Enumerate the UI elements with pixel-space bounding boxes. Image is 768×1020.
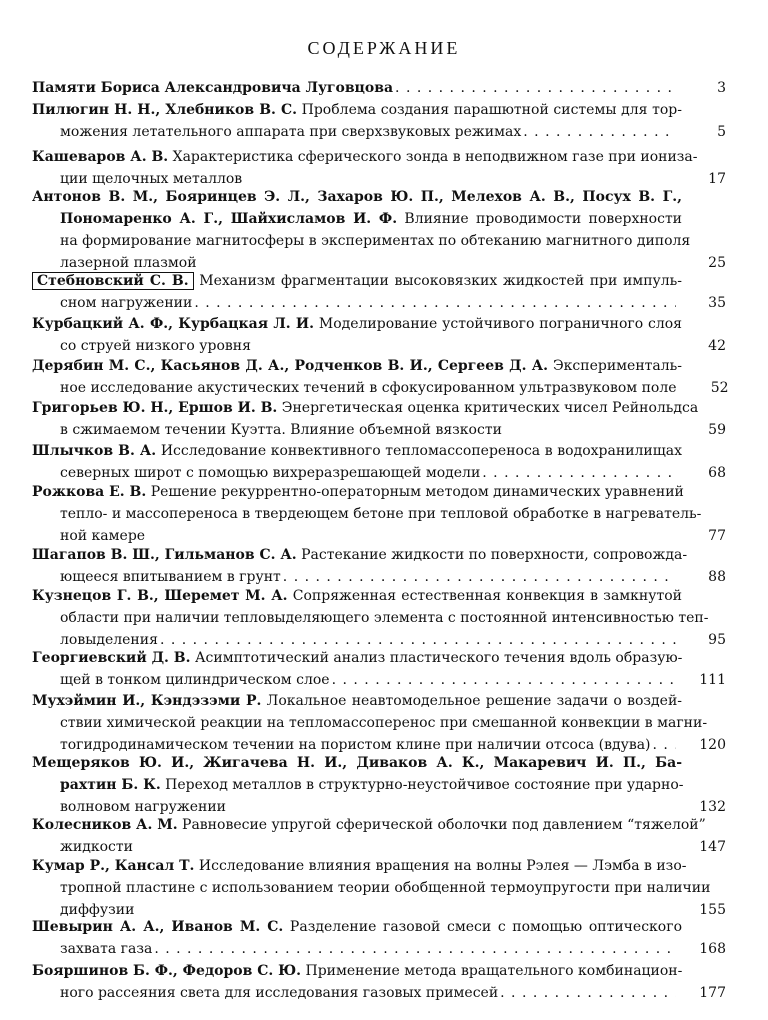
- entry-title: Исследование влияния вращения на волны Рэлея — Лэмба в изо-: [198, 858, 687, 874]
- entry-title: Асимптотический анализ пластического течения вдоль образую-: [194, 650, 683, 666]
- entry-title-cont: на формирование магнитосферы в экспериментах по обтеканию магнитного диполя: [60, 233, 691, 249]
- toc-entry: [32, 960, 726, 1004]
- toc-entry: [32, 146, 726, 190]
- entry-authors: Шлычков В. А.: [32, 443, 157, 459]
- entry-title-cont: северных широт с помощью вихреразрешающей модели: [60, 465, 481, 481]
- entry-title-cont: тепло- и массопереноса в твердеющем бетоне при тепловой обработке в нагреватель-: [60, 506, 702, 522]
- entry-page: 88: [708, 569, 726, 585]
- entry-page: 68: [708, 465, 726, 481]
- leader-dots: [194, 292, 676, 314]
- entry-authors: Кашеваров А. В.: [32, 149, 169, 165]
- entry-page: 5: [717, 124, 726, 140]
- entry-title-cont: тропной пластине с использованием теории обобщенной термоупругости при наличии: [60, 880, 711, 896]
- entry-page: 3: [717, 80, 726, 96]
- entry-title: Исследование конвективного тепломассопереноса в водохранилищах: [160, 443, 683, 459]
- entry-authors-cont: рахтин Б. К.: [60, 777, 161, 793]
- entry-title-cont: ного рассеяния света для исследования газовых примесей: [60, 985, 499, 1001]
- entry-page: 35: [708, 295, 726, 311]
- entry-title-cont: волновом нагружении: [60, 799, 226, 815]
- entry-authors: Бояршинов Б. Ф., Федоров С. Ю.: [32, 963, 302, 979]
- entry-title-cont: области при наличии тепловыделяющего элемента с постоянной интенсивностью теп-: [60, 610, 709, 626]
- entry-page: 177: [699, 985, 726, 1001]
- entry-title-cont: захвата газа: [60, 941, 153, 957]
- entry-title: Разделение газовой смеси с помощью оптического: [289, 919, 682, 935]
- entry-authors: Пилюгин Н. Н., Хлебников В. С.: [32, 102, 297, 118]
- toc-entry: [32, 99, 726, 143]
- entry-authors: Кузнецов Г. В., Шеремет М. А.: [32, 588, 288, 604]
- entry-page: 168: [699, 941, 726, 957]
- toc-entry: [32, 544, 726, 588]
- entry-title: Сопряженная естественная конвекция в замкнутой: [292, 588, 683, 604]
- leader-dots: [523, 121, 676, 143]
- entry-page: 155: [699, 902, 726, 918]
- entry-title-cont: ловыделения: [60, 632, 158, 648]
- entry-title: Решение рекуррентно-операторным методом динамических уравнений: [150, 484, 684, 500]
- toc-entry: [32, 916, 726, 960]
- toc-entry: [32, 355, 729, 399]
- entry-page: 147: [699, 839, 726, 855]
- entry-page: 77: [708, 528, 726, 544]
- entry-authors: Шагапов В. Ш., Гильманов С. А.: [32, 547, 297, 563]
- entry-authors: Антонов В. М., Бояринцев Э. Л., Захаров Ю. П., Мелехов А. В., Посух В. Г.,: [32, 189, 682, 205]
- entry-authors: Курбацкий А. Ф., Курбацкая Л. И.: [32, 316, 314, 332]
- entry-title-cont: ствии химической реакции на тепломассоперенос при смешанной конвекции в магни-: [60, 715, 708, 731]
- entry-page: 25: [708, 255, 726, 271]
- entry-title: Моделирование устойчивого пограничного слоя: [318, 316, 682, 332]
- toc-entry: [32, 585, 726, 651]
- entry-authors: Мещеряков Ю. И., Жигачева Н. И., Диваков А. К., Макаревич И. П., Ба-: [32, 755, 682, 771]
- entry-authors: Дерябин М. С., Касьянов Д. А., Родченков В. И., Сергеев Д. А.: [32, 358, 549, 374]
- leader-dots: [332, 669, 676, 691]
- entry-title: Переход металлов в структурно-неустойчивое состояние при ударно-: [165, 777, 684, 793]
- entry-page: 111: [699, 672, 726, 688]
- toc-entry: [32, 397, 726, 441]
- leader-dots: [395, 77, 676, 99]
- toc-entry: [32, 77, 726, 99]
- entry-page: 17: [708, 171, 726, 187]
- entry-title: Влияние проводимости поверхности: [404, 211, 683, 227]
- entry-authors: Колесников А. М.: [32, 817, 178, 833]
- toc-entry: [32, 186, 726, 274]
- toc-entry: [32, 752, 726, 818]
- entry-title-cont: ной камере: [60, 528, 146, 544]
- toc-entry: [32, 814, 726, 858]
- entry-title: Эксперименталь-: [552, 358, 683, 374]
- entry-authors: Георгиевский Д. В.: [32, 650, 191, 666]
- entry-title-cont: со струей низкого уровня: [60, 338, 251, 354]
- entry-authors: Мухэймин И., Кэндэзэми Р.: [32, 693, 262, 709]
- leader-dots: [500, 982, 676, 1004]
- entry-title-cont: ное исследование акустических течений в сфокусированном ультразвуковом поле: [60, 380, 677, 396]
- toc-entry: [32, 313, 726, 357]
- toc-entry: [32, 647, 726, 691]
- entry-title: Характеристика сферического зонда в неподвижном газе при иониза-: [172, 149, 698, 165]
- entry-page: 42: [708, 338, 726, 354]
- entry-page: 120: [699, 737, 726, 753]
- toc-heading: СОДЕРЖАНИЕ: [307, 38, 461, 58]
- entry-authors-cont: Пономаренко А. Г., Шайхисламов И. Ф.: [60, 211, 398, 227]
- entry-page: 52: [710, 380, 729, 396]
- entry-authors: Кумар Р., Кансал Т.: [32, 858, 195, 874]
- entry-title-cont: ции щелочных металлов: [60, 171, 243, 187]
- entry-title-cont: лазерной плазмой: [60, 255, 197, 271]
- toc-entry: [32, 690, 726, 756]
- entry-title-cont: можения летательного аппарата при сверхзвуковых режимах: [60, 124, 522, 140]
- entry-title-cont: жидкости: [60, 839, 133, 855]
- toc-entry: [32, 440, 726, 484]
- toc-entry: [32, 481, 726, 547]
- entry-authors: Памяти Бориса Александровича Луговцова: [32, 80, 394, 96]
- entry-title-cont: в сжимаемом течении Куэтта. Влияние объемной вязкости: [60, 422, 502, 438]
- entry-title: Проблема создания парашютной системы для тор-: [301, 102, 683, 118]
- entry-title: Энергетическая оценка критических чисел Рейнольдса: [281, 400, 699, 416]
- entry-title: Растекание жидкости по поверхности, сопровожда-: [301, 547, 688, 563]
- toc-entry: [32, 855, 726, 921]
- entry-title: Равновесие упругой сферической оболочки под давлением “тяжелой”: [182, 817, 706, 833]
- entry-page: 95: [708, 632, 726, 648]
- toc-entry: [32, 270, 726, 314]
- entry-authors: Григорьев Ю. Н., Ершов И. В.: [32, 400, 278, 416]
- entry-title: Локальное неавтомодельное решение задачи о воздей-: [266, 693, 683, 709]
- entry-title-cont: ющееся впитыванием в грунт: [60, 569, 281, 585]
- entry-page: 59: [708, 422, 726, 438]
- entry-authors: Рожкова Е. В.: [32, 484, 147, 500]
- entry-title-cont: сном нагружении: [60, 295, 193, 311]
- entry-title-cont: щей в тонком цилиндрическом слое: [60, 672, 330, 688]
- entry-title-cont: диффузии: [60, 902, 135, 918]
- entry-authors: Стебновский С. В.: [32, 272, 194, 290]
- leader-dots: [154, 938, 676, 960]
- entry-title: Применение метода вращательного комбинацион-: [305, 963, 683, 979]
- entry-page: 132: [699, 799, 726, 815]
- entry-title: Механизм фрагментации высоковязких жидкостей при импуль-: [199, 273, 683, 289]
- entry-title-cont: тогидродинамическом течении на пористом клине при наличии отсоса (вдува): [60, 737, 651, 753]
- entry-authors: Шевырин А. А., Иванов М. С.: [32, 919, 284, 935]
